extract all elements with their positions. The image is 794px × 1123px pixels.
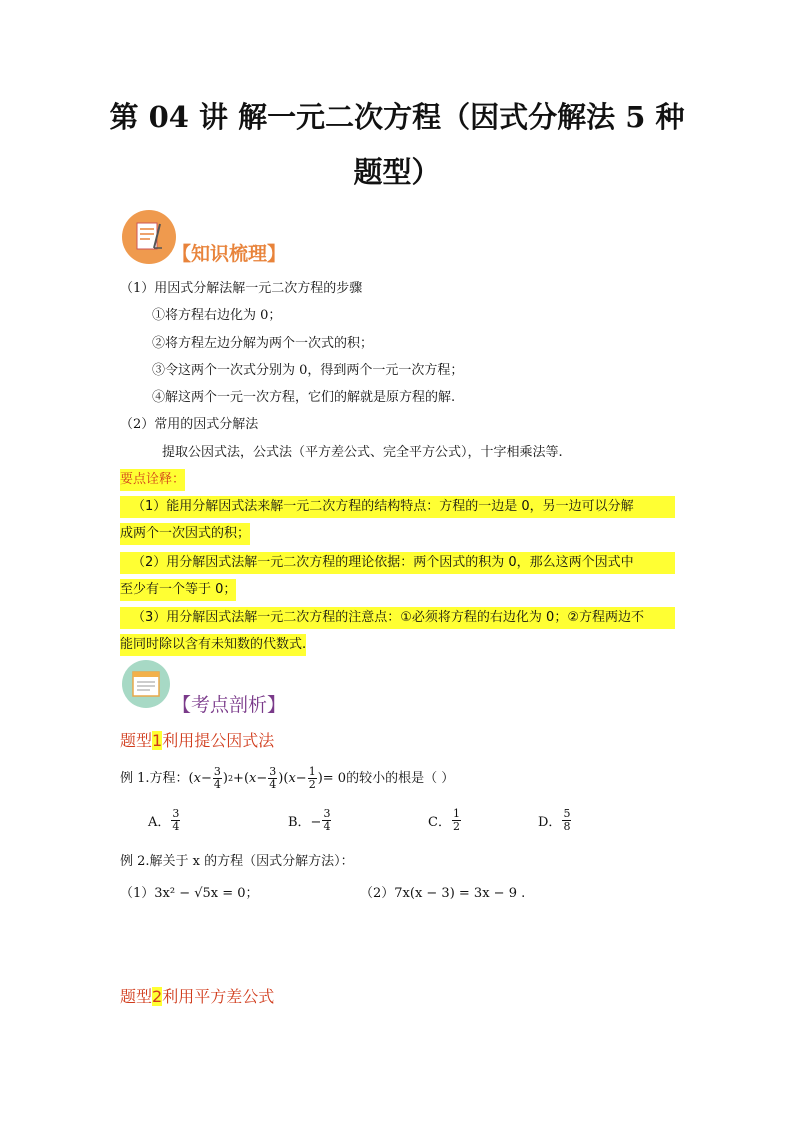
note-2-line-2: 至少有一个等于 0；: [120, 579, 236, 601]
example-2-question-2: （2）7x(x − 3) = 3x − 9 .: [360, 886, 526, 901]
type-1-heading: 题型1利用提公因式法: [120, 731, 275, 750]
type-2-heading: 题型2利用平方差公式: [120, 987, 275, 1006]
step-3: ③令这两个一次式分别为 0，得到两个一元一次方程；: [152, 363, 464, 378]
example-1: 例 1.方程： ( x − $\frac{3}{4}$ ) 2 + ( x − $\frac{3}{4}$ )( x − $\frac{1}{2}$ ) = 0 的较小的根是（ ）: [120, 765, 455, 791]
notes-label: 要点诠释：: [120, 469, 185, 491]
example-2: 例 2.解关于 x 的方程（因式分解方法）：: [120, 854, 354, 869]
page-title: 第 04 讲 解一元二次方程（因式分解法 5 种: [109, 100, 685, 134]
notepad-icon: [122, 660, 170, 708]
page-title-continued: 题型）: [353, 155, 441, 189]
option-b: B．− $\frac{3}{4}$: [288, 807, 331, 833]
knowledge-point-2-text: 提取公因式法，公式法（平方差公式、完全平方公式），十字相乘法等.: [162, 445, 563, 460]
option-c: C． $\frac{1}{2}$: [428, 807, 460, 833]
note-3-line-1: （3）用分解因式法解一元二次方程的注意点：①必须将方程的右边化为 0；②方程两边不: [120, 607, 675, 629]
note-1-line-1: （1）能用分解因式法来解一元二次方程的结构特点：方程的一边是 0，另一边可以分解: [120, 496, 675, 518]
step-1: ①将方程右边化为 0；: [152, 308, 282, 323]
example-2-question-1: （1）3x² − √5x = 0；: [120, 886, 259, 901]
knowledge-point-2: （2）常用的因式分解法: [120, 417, 259, 432]
note-2-line-1: （2）用分解因式法解一元二次方程的理论依据：两个因式的积为 0，那么这两个因式中: [120, 552, 675, 574]
step-4: ④解这两个一元一次方程，它们的解就是原方程的解.: [152, 390, 456, 405]
note-1-line-2: 成两个一次因式的积；: [120, 523, 250, 545]
knowledge-point-1: （1）用因式分解法解一元二次方程的步骤: [120, 281, 363, 296]
option-a: A． $\frac{3}{4}$: [148, 807, 180, 833]
step-2: ②将方程左边分解为两个一次式的积；: [152, 336, 374, 351]
option-d: D． $\frac{5}{8}$: [538, 807, 571, 833]
notebook-pen-icon: [122, 210, 176, 264]
note-3-line-2: 能同时除以含有未知数的代数式.: [120, 634, 306, 656]
section-heading-analysis: 【考点剖析】: [172, 694, 287, 716]
section-heading-knowledge: 【知识梳理】: [172, 243, 287, 265]
